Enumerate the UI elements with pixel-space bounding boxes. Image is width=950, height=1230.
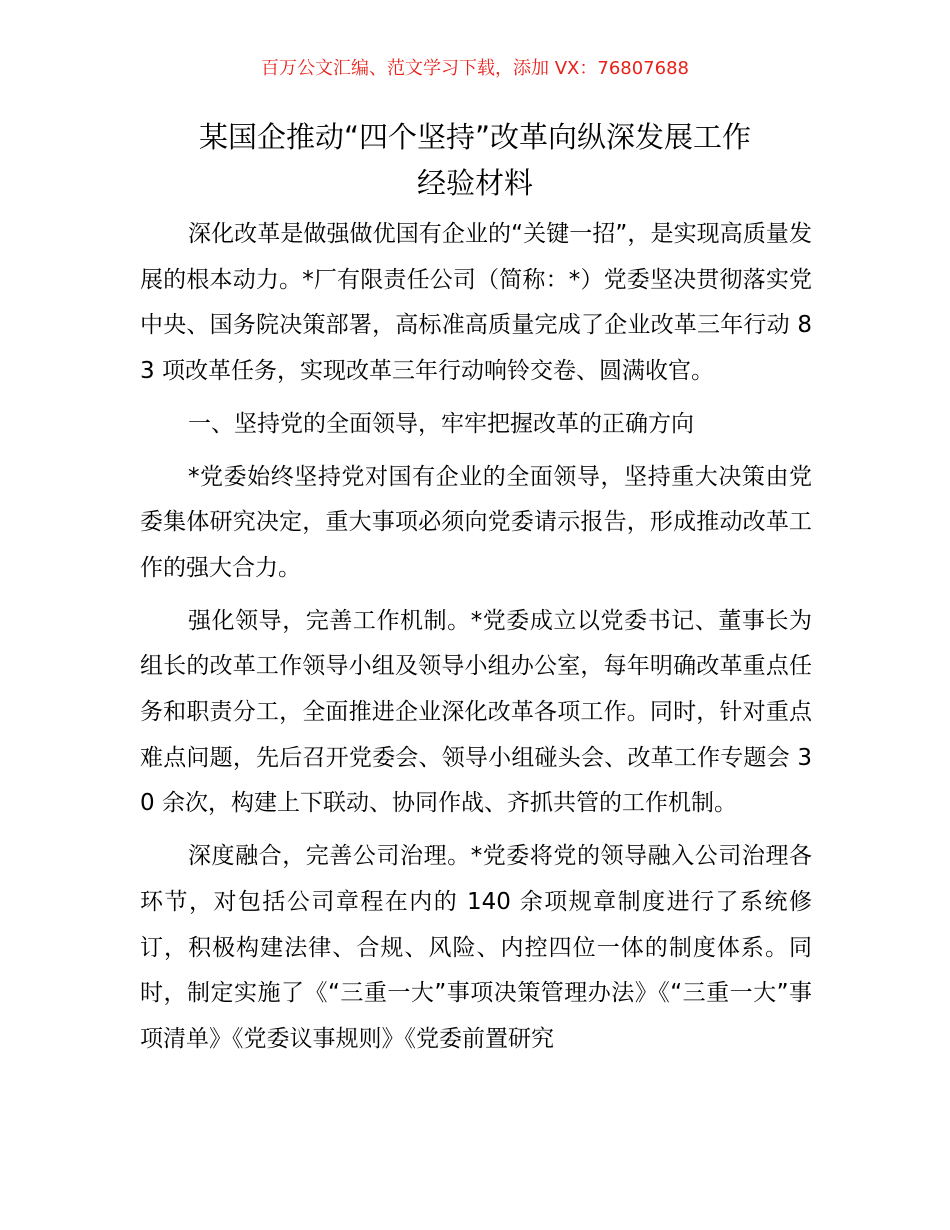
title-line-1: 某国企推动“四个坚持”改革向纵深发展工作 [198,120,752,154]
paragraph-corporate-governance: 深度融合，完善公司治理。*党委将党的领导融入公司治理各环节，对包括公司章程在内的 140 余项规章制度进行了系统修订，积极构建法律、合规、风险、内控四位一体的制度体系。同时，制定实施了《“三重一大”事项决策管理办法》《“三重一大”事项清单》《党委议事规则》《党委前置研究 [140,843,812,1052]
document-title [0,114,950,206]
paragraph-party-leadership: *党委始终坚持党对国有企业的全面领导，坚持重大决策由党委集体研究决定，重大事项必须向党委请示报告，形成推动改革工作的强大合力。 [140,463,812,581]
paragraph-work-mechanism: 强化领导，完善工作机制。*党委成立以党委书记、董事长为组长的改革工作领导小组及领导小组办公室，每年明确改革重点任务和职责分工，全面推进企业深化改革各项工作。同时，针对重点难点问题，先后召开党委会、领导小组碰头会、改革工作专题会 30 余次，构建上下联动、协同作战、齐抓共管的工作机制。 [140,607,812,817]
paragraph-intro: 深化改革是做强做优国有企业的“关键一招”，是实现高质量发展的根本动力。*厂有限责任公司（简称：*）党委坚决贯彻落实党中央、国务院决策部署，高标准高质量完成了企业改革三年行动 83 项改革任务，实现改革三年行动响铃交卷、圆满收官。 [140,221,812,385]
section-heading-1: 一、坚持党的全面领导，牢牢把握改革的正确方向 [188,410,694,437]
document-body [140,212,812,1063]
title-line-2: 经验材料 [416,166,533,200]
watermark-header: 百万公文汇编、范文学习下载，添加 VX：76807688 [261,58,689,79]
